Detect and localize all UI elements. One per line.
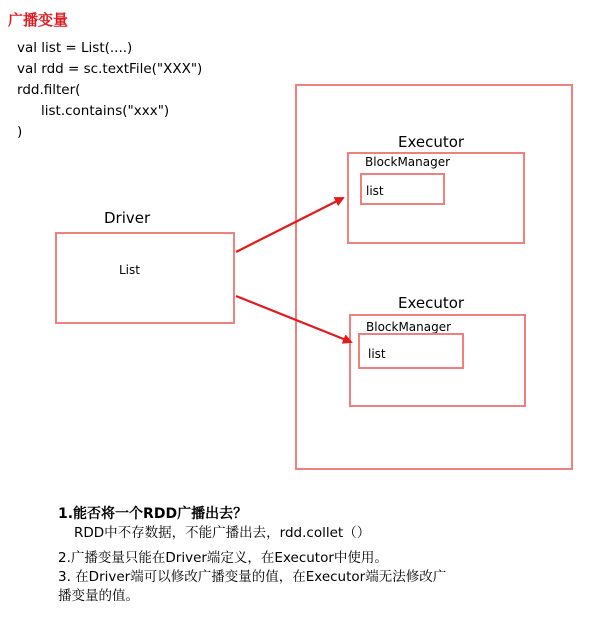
block-manager-2-label: BlockManager bbox=[366, 320, 452, 334]
code-line: list.contains("xxx") bbox=[41, 103, 170, 119]
arrow-to-executor-1 bbox=[236, 198, 343, 252]
code-line: val rdd = sc.textFile("XXX") bbox=[17, 61, 203, 77]
executor-1-label: Executor bbox=[398, 133, 465, 151]
notes-section bbox=[58, 505, 446, 606]
note-question-1: 1.能否将一个RDD广播出去？ bbox=[58, 506, 248, 522]
executor-2-list-label: list bbox=[368, 347, 386, 361]
code-line: ) bbox=[17, 124, 23, 140]
block-manager-1-label: BlockManager bbox=[365, 155, 451, 169]
code-line: val list = List(....) bbox=[17, 40, 133, 56]
driver-label: Driver bbox=[104, 209, 151, 227]
arrow-to-executor-2 bbox=[236, 296, 351, 342]
note-3-line-2: 播变量的值。 bbox=[58, 588, 139, 604]
note-3-line-1: 3. 在Driver端可以修改广播变量的值，在Executor端无法修改广 bbox=[58, 569, 447, 585]
executor-2-label: Executor bbox=[398, 294, 465, 312]
driver-list-label: List bbox=[119, 263, 140, 277]
note-2: 2.广播变量只能在Driver端定义，在Executor中使用。 bbox=[58, 550, 388, 566]
page-title: 广播变量 bbox=[8, 11, 69, 29]
code-line: rdd.filter( bbox=[17, 82, 81, 98]
executor-1-list-label: list bbox=[366, 184, 384, 198]
note-answer-1: RDD中不存数据，不能广播出去，rdd.collet（） bbox=[74, 525, 371, 541]
